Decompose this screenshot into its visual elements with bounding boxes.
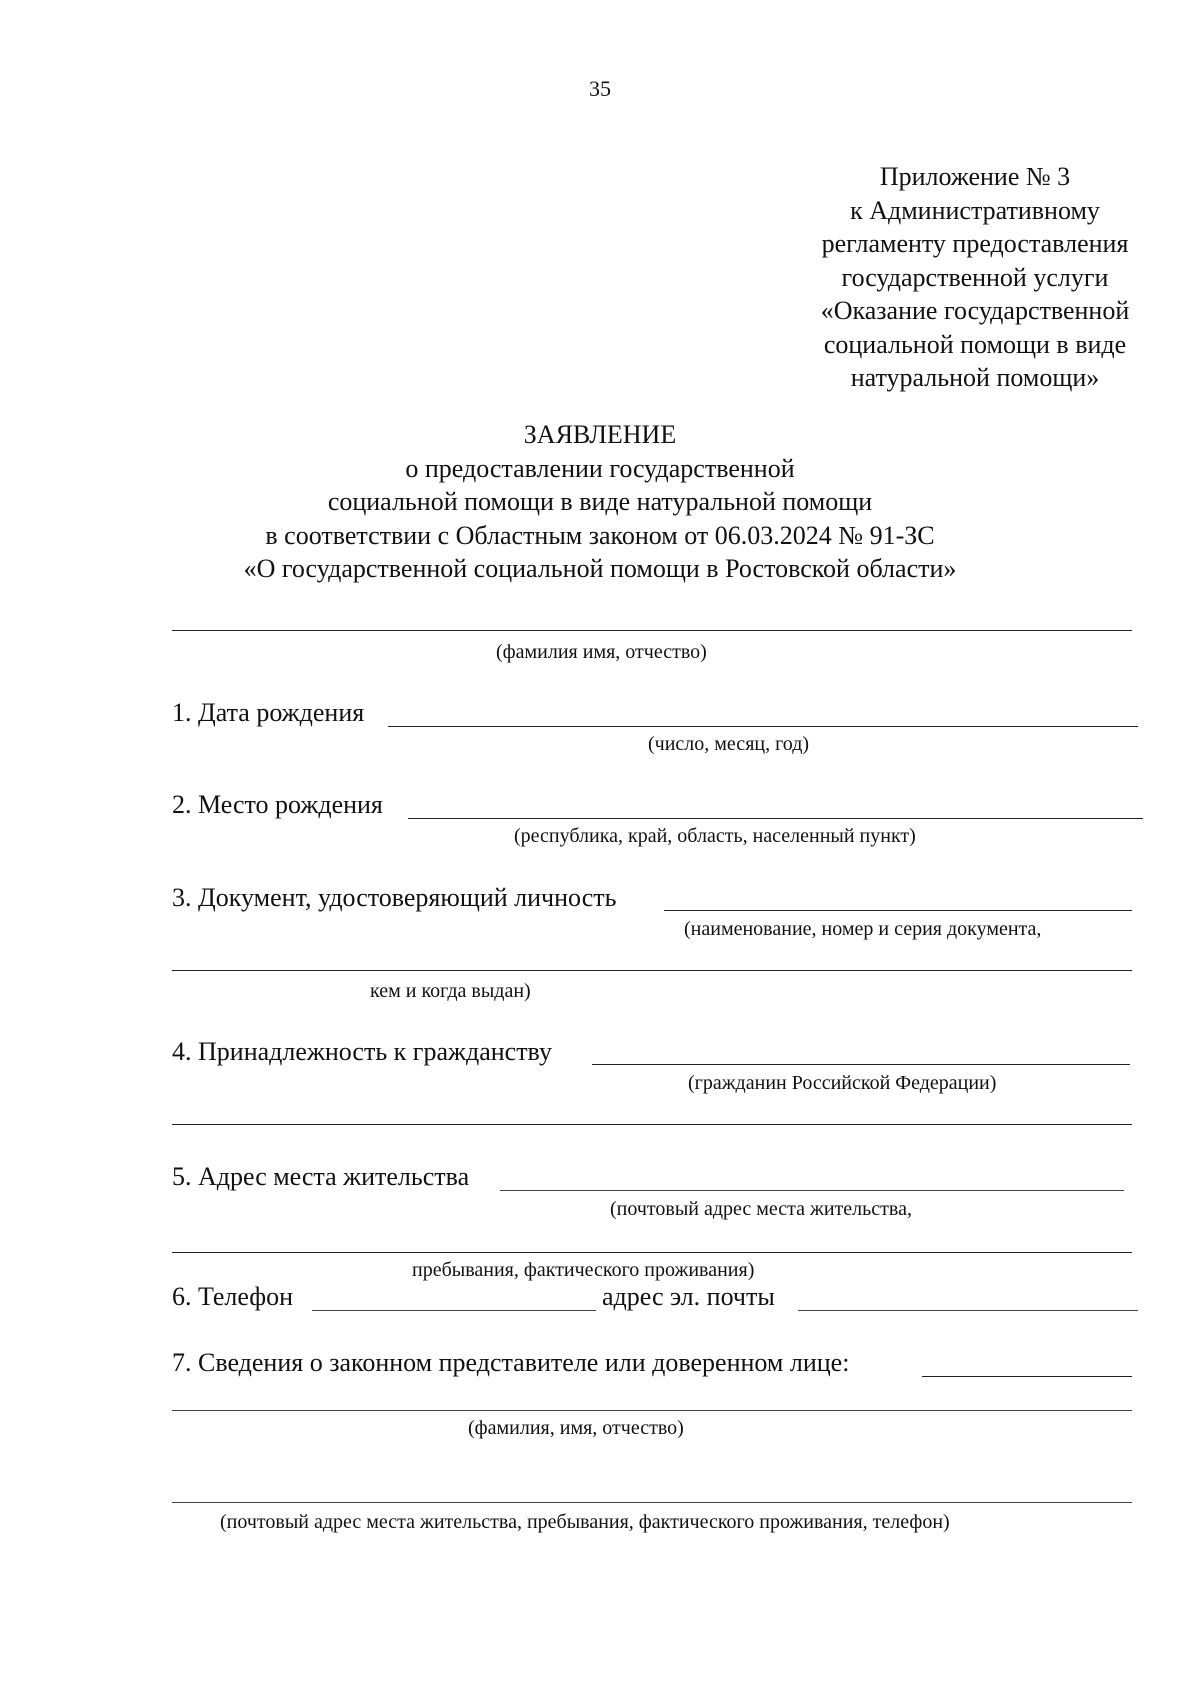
id-doc-label: 3. Документ, удостоверяющий личность (172, 883, 617, 912)
address-hint-2: пребывания, фактического проживания) (412, 1259, 755, 1281)
address-field-line[interactable] (500, 1190, 1124, 1191)
id-doc-hint-2: кем и когда выдан) (370, 980, 531, 1002)
appendix-line: государственной услуги (841, 262, 1109, 292)
title-line: «О государственной социальной помощи в Ростовской области» (243, 554, 957, 583)
appendix-line: к Административному (850, 195, 1100, 225)
birth-place-hint: (республика, край, область, населенный пункт) (514, 825, 916, 847)
title-line: в соответствии с Областным законом от 06.03.2024 № 91-ЗС (265, 520, 935, 550)
document-title (150, 418, 1050, 586)
title-line: социальной помощи в виде натуральной помощи (327, 487, 873, 516)
representative-field-line[interactable] (922, 1376, 1132, 1377)
address-label: 5. Адрес места жительства (172, 1162, 470, 1191)
fio-field-line[interactable] (172, 630, 1132, 631)
birth-date-field-line[interactable] (388, 726, 1138, 727)
id-doc-field-line-2[interactable] (172, 970, 1132, 971)
appendix-header (780, 160, 1170, 395)
birth-date-label: 1. Дата рождения (172, 698, 365, 727)
email-field-line[interactable] (798, 1310, 1138, 1311)
appendix-line: «Оказание государственной (820, 296, 1130, 325)
birth-place-label: 2. Место рождения (172, 790, 383, 819)
appendix-line: социальной помощи в виде (823, 329, 1127, 359)
address-hint-1: (почтовый адрес места жительства, (610, 1198, 912, 1220)
document-heading: ЗАЯВЛЕНИЕ (523, 420, 677, 449)
representative-label: 7. Сведения о законном представителе или доверенном лице: (172, 1348, 850, 1377)
citizenship-hint: (гражданин Российской Федерации) (688, 1072, 997, 1094)
citizenship-label: 4. Принадлежность к гражданству (172, 1037, 552, 1066)
email-label: адрес эл. почты (602, 1282, 775, 1311)
phone-label: 6. Телефон (172, 1282, 294, 1311)
appendix-line: Приложение № 3 (879, 162, 1071, 191)
address-field-line-2[interactable] (172, 1252, 1132, 1253)
representative-address-line[interactable] (172, 1502, 1132, 1503)
representative-fio-line[interactable] (172, 1410, 1132, 1411)
id-doc-hint-1: (наименование, номер и серия документа, (684, 918, 1042, 940)
id-doc-field-line[interactable] (664, 910, 1132, 911)
title-line: о предоставлении государственной (405, 453, 795, 483)
appendix-line: натуральной помощи» (850, 363, 1100, 392)
representative-fio-hint: (фамилия, имя, отчество) (468, 1417, 684, 1439)
page-number: 35 (589, 76, 611, 101)
fio-hint: (фамилия имя, отчество) (496, 641, 707, 663)
birth-place-field-line[interactable] (408, 818, 1143, 819)
birth-date-hint: (число, месяц, год) (648, 733, 810, 755)
phone-field-line[interactable] (312, 1310, 596, 1311)
citizenship-field-line[interactable] (592, 1064, 1130, 1065)
appendix-line: регламенту предоставления (821, 229, 1129, 258)
representative-address-hint: (почтовый адрес места жительства, пребывания, фактического проживания, телефон) (220, 1511, 950, 1533)
citizenship-field-line-2[interactable] (172, 1124, 1132, 1125)
